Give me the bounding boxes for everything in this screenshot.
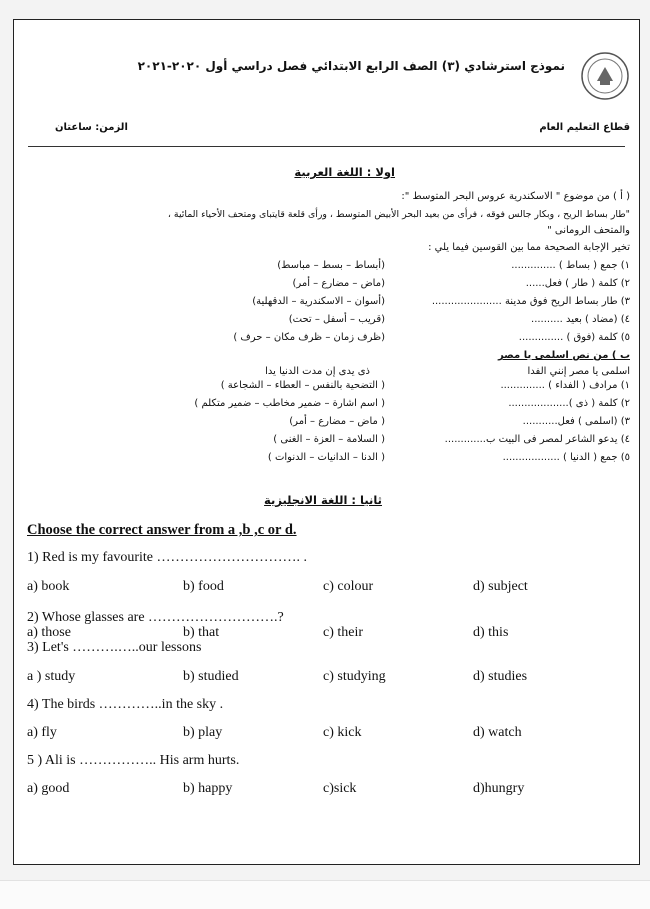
- english-q2-option-c: c) their: [323, 625, 364, 640]
- english-q2-option-b: b) that: [183, 625, 220, 640]
- arabic-a-question-1: ١) جمع ( بساط ) ..............: [511, 260, 630, 271]
- english-section-title: ثانيا : اللغة الانجليزية: [264, 493, 382, 507]
- passage-line-1: "طار بساط الريح ، وبكار جالس فوقه ، فرأى من بعيد البحر الأبيض المتوسط ، ورأى قلعة قايتباى ومتحف الأحياء المائية ،: [167, 209, 630, 220]
- english-q4-option-c: c) kick: [323, 725, 362, 740]
- arabic-a-question-3: ٣) طار بساط الريح فوق مدينة ......................: [431, 296, 630, 307]
- english-q5-option-a: a) good: [27, 781, 70, 796]
- part-a-intro: ( أ ) من موضوع " الاسكندرية عروس البحر المتوسط ":: [401, 191, 630, 202]
- arabic-b-options-1: ( التضحية بالنفس – العطاء – الشجاعة ): [220, 380, 385, 391]
- passage-line-2: والمتحف الرومانى ": [547, 225, 630, 236]
- exam-sheet: [13, 19, 640, 865]
- english-q3-option-c: c) studying: [323, 669, 386, 684]
- arabic-a-options-3: (أسوان – الاسكندرية – الدقهلية): [252, 296, 385, 307]
- english-question-1: 1) Red is my favourite …………………………. .: [27, 550, 307, 565]
- english-q4-option-d: d) watch: [473, 725, 522, 740]
- english-q4-option-a: a) fly: [27, 725, 57, 740]
- arabic-b-question-4: ٤) يدعو الشاعر لمصر فى البيت ب.............: [444, 434, 630, 445]
- part-b-title: ب ) من نص اسلمى يا مصر: [497, 350, 630, 361]
- arabic-a-question-5: ٥) كلمة (فوق ) ..............: [518, 332, 630, 343]
- ministry-seal-icon: [580, 51, 630, 101]
- english-q5-option-d: d)hungry: [473, 781, 525, 796]
- english-q1-option-c: c) colour: [323, 579, 374, 594]
- arabic-b-question-2: ٢) كلمة ( ذى )...................: [508, 398, 630, 409]
- english-q2-option-d: d) this: [473, 625, 509, 640]
- english-q5-option-c: c)sick: [323, 781, 357, 796]
- english-q1-option-d: d) subject: [473, 579, 528, 594]
- english-q3-option-a: a ) study: [27, 669, 76, 684]
- english-q5-option-b: b) happy: [183, 781, 233, 796]
- sector-label: قطاع التعليم العام: [539, 122, 630, 133]
- exam-title: نموذج استرشادي (٣) الصف الرابع الابتدائي فصل دراسي أول ٢٠٢٠-٢٠٢١: [137, 59, 565, 73]
- english-question-3: 3) Let's ……….…..our lessons: [27, 640, 202, 655]
- english-q2-option-a: a) those: [27, 625, 71, 640]
- arabic-b-options-4: ( السلامة – العزة – الغنى ): [273, 434, 385, 445]
- arabic-b-options-2: ( اسم اشارة – ضمير مخاطب – ضمير متكلم ): [194, 398, 385, 409]
- arabic-b-question-3: ٣) (اسلمى ) فعل...........: [522, 416, 630, 427]
- english-q1-option-a: a) book: [27, 579, 70, 594]
- english-q3-option-d: d) studies: [473, 669, 528, 684]
- arabic-b-question-5: ٥) جمع ( الدنيا ) ..................: [502, 452, 630, 463]
- arabic-section-title: اولا : اللغة العربية: [294, 165, 395, 179]
- next-page-edge: [0, 880, 650, 909]
- header-divider: [28, 146, 625, 147]
- arabic-a-options-4: (قريب – أسفل – تحت): [288, 314, 385, 325]
- english-q1-option-b: b) food: [183, 579, 224, 594]
- english-q3-option-b: b) studied: [183, 669, 239, 684]
- arabic-a-question-2: ٢) كلمة ( طار ) فعل......: [525, 278, 630, 289]
- arabic-b-question-1: ١) مرادف ( الفداء ) ..............: [500, 380, 630, 391]
- english-q4-option-b: b) play: [183, 725, 223, 740]
- arabic-a-options-5: (ظرف زمان – ظرف مكان – حرف ): [233, 332, 385, 343]
- verse-right: اسلمى يا مصر إنني الفدا: [527, 366, 630, 377]
- arabic-b-options-5: ( الدنا – الدانيات – الدنوات ): [267, 452, 385, 463]
- arabic-b-options-3: ( ماض – مضارع – أمر): [289, 416, 385, 427]
- choose-instruction: تخير الإجابة الصحيحة مما بين القوسين فيما يلي :: [428, 242, 630, 253]
- verse-left: ذى يدى إن مدت الدنيا يدا: [265, 366, 370, 377]
- english-question-5: 5 ) Ali is …………….. His arm hurts.: [27, 753, 240, 768]
- duration-label: الزمن: ساعتان: [55, 122, 128, 133]
- english-instruction: Choose the correct answer from a ,b ,c or d.: [27, 522, 297, 538]
- english-question-4: 4) The birds …………..in the sky .: [27, 697, 224, 712]
- arabic-a-options-1: (أبساط – بسط – مباسط): [277, 260, 385, 271]
- arabic-a-question-4: ٤) (مضاد ) بعيد ..........: [531, 314, 630, 325]
- english-question-2: 2) Whose glasses are ……………………….?: [27, 610, 284, 625]
- arabic-a-options-2: (ماض – مضارع – أمر): [292, 278, 385, 289]
